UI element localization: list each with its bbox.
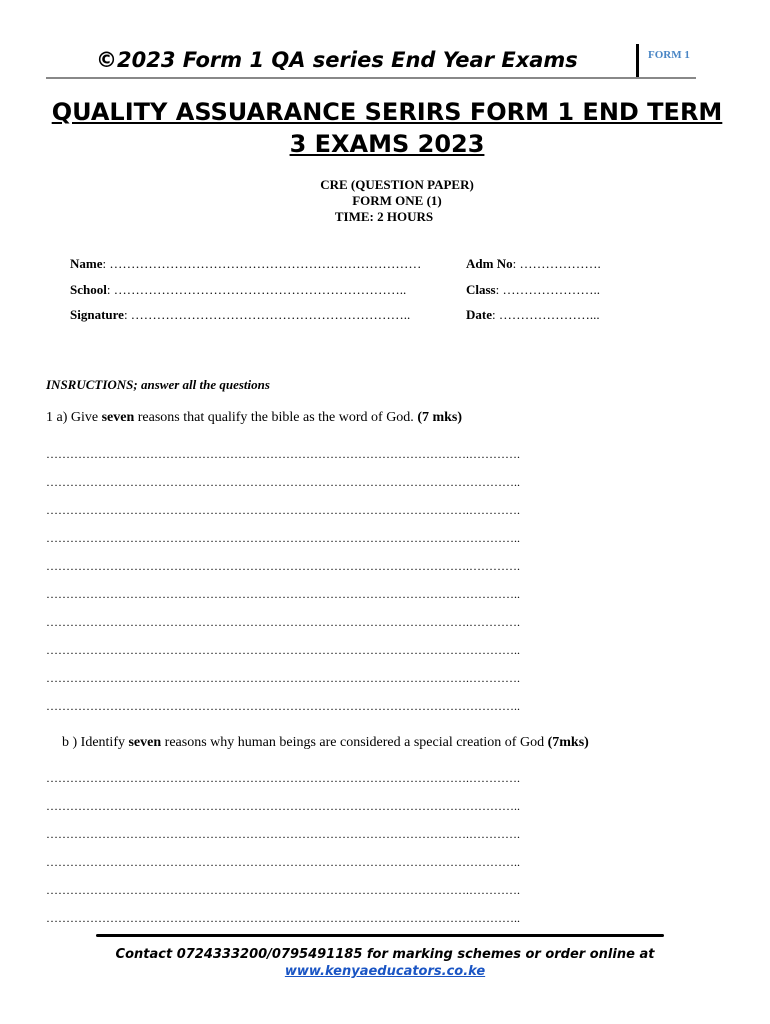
answer-line[interactable]: …………………………………………………………………………………………….…………. [46,827,520,841]
adm-field [466,256,601,272]
signature-row [70,307,600,323]
q1a-emphasis: seven [101,410,135,425]
answer-line[interactable]: ……………………………………………………………………………………………………….. [46,587,520,601]
answer-line[interactable]: ……………………………………………………………………………………………………….. [46,855,520,869]
signature-blank[interactable]: : ……………………………………………………….. [123,307,411,322]
adm-label: Adm No [466,256,513,271]
school-label: School [70,282,107,297]
q1b-marks: (7mks) [547,735,589,750]
name-row [70,256,601,272]
name-label: Name [70,256,103,271]
school-blank[interactable]: : ………………………………………………………….. [106,282,407,297]
footer-rule [96,934,664,937]
header-rule [46,77,696,79]
answer-line[interactable]: …………………………………………………………………………………………….…………. [46,503,520,517]
q1b-text-end: reasons why human beings are considered a special creation of God [161,735,548,750]
adm-blank[interactable]: : ………………. [512,256,601,271]
footer-contact: Contact 0724333200/0795491185 for marking schemes or order online at [115,947,655,962]
answer-line[interactable]: …………………………………………………………………………………………….…………. [46,771,520,785]
question-1a [46,410,462,426]
form-badge: FORM 1 [648,49,690,61]
form-line: FORM ONE (1) [352,193,442,208]
class-blank[interactable]: : ………………….. [495,282,600,297]
date-field [466,307,600,323]
school-row [70,282,600,298]
date-label: Date [466,307,492,322]
answer-line[interactable]: ……………………………………………………………………………………………………….. [46,475,520,489]
exam-title: QUALITY ASSUARANCE SERIRS FORM 1 END TERM 3 EXAMS 2023 [51,98,723,158]
name-blank[interactable]: : ……………………………………………………………… [102,256,422,271]
signature-label: Signature [70,307,124,322]
header-divider [636,44,639,78]
q1b-text-start: b ) Identify [62,735,129,750]
answer-line[interactable]: …………………………………………………………………………………………….…………. [46,447,520,461]
subject-line: CRE (QUESTION PAPER) [320,177,474,192]
answer-line[interactable]: …………………………………………………………………………………………….…………. [46,883,520,897]
time-line: TIME: 2 HOURS [334,209,434,224]
answer-line[interactable]: …………………………………………………………………………………………….…………. [46,615,520,629]
answer-line[interactable]: ……………………………………………………………………………………………………….. [46,699,520,713]
answer-line[interactable]: ……………………………………………………………………………………………………….. [46,531,520,545]
website-link[interactable]: www.kenyaeducators.co.ke [284,964,486,979]
q1a-text-end: reasons that qualify the bible as the word of God. [134,410,418,425]
page-header [46,40,696,80]
q1b-emphasis: seven [128,735,162,750]
q1a-marks: (7 mks) [417,410,463,425]
question-1b [62,735,589,751]
answer-line[interactable]: ……………………………………………………………………………………………………….. [46,911,520,925]
class-field [466,282,600,298]
answer-line[interactable]: ……………………………………………………………………………………………………….. [46,799,520,813]
answer-line[interactable]: ……………………………………………………………………………………………………….. [46,643,520,657]
instructions: INSRUCTIONS; answer all the questions [46,377,270,392]
class-label: Class [466,282,496,297]
header-title: ©2023 Form 1 QA series End Year Exams [96,48,578,72]
q1a-text-start: 1 a) Give [46,410,102,425]
answer-line[interactable]: …………………………………………………………………………………………….…………. [46,671,520,685]
answer-line[interactable]: …………………………………………………………………………………………….…………. [46,559,520,573]
date-blank[interactable]: : …………………... [492,307,600,322]
